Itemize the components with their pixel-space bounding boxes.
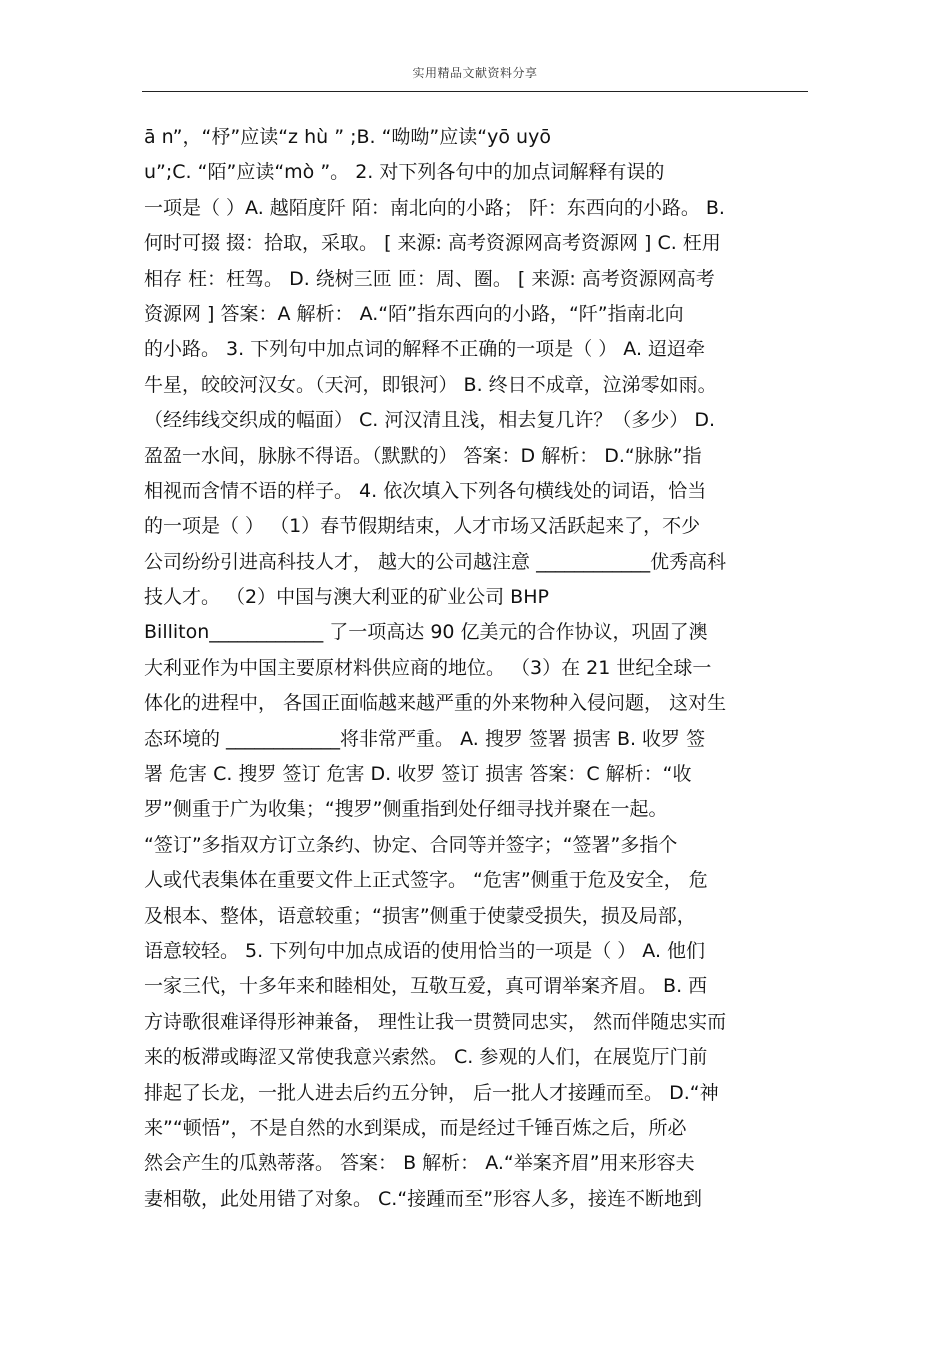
text-line: 来的板滞或晦涩又常使我意兴索然。 C. 参观的人们，在展览厅门前 [144,1046,708,1069]
text-line: 盈盈一水间，脉脉不得语。（默默的） 答案：D 解析： D.“脉脉”指 [144,444,702,467]
text-line: 何时可掇 掇：拾取，采取。 [ 来源: 高考资源网高考资源网 ] C. 枉用 [144,232,721,255]
text-line: “签订”多指双方订立条约、协定、合同等并签字；“签署”多指个 [144,833,678,856]
text-line: 及根本、整体，语意较重；“损害”侧重于使蒙受损失，损及局部， [144,904,696,927]
text-line: 语意较轻。 5. 下列句中加点成语的使用恰当的一项是（ ） A. 他们 [144,939,706,962]
text-line: 公司纷纷引进高科技人才， 越大的公司越注意 ____________优秀高科 [144,550,727,573]
text-line: 署 危害 C. 搜罗 签订 危害 D. 收罗 签订 损害 答案：C 解析：“收 [144,763,692,786]
text-line: 相视而含情不语的样子。 4. 依次填入下列各句横线处的词语，恰当 [144,479,707,502]
text-line: ā n”，“杼”应读“z hù ” ;B. “呦呦”应读“yō uyō [144,126,551,148]
text-line: u”;C. “陌”应读“mò ”。 2. 对下列各句中的加点词解释有误的 [144,161,665,184]
text-line: 然会产生的瓜熟蒂落。 答案： B 解析： A.“举案齐眉”用来形容夫 [144,1152,695,1175]
text-line: 大利亚作为中国主要原材料供应商的地位。 （3）在 21 世纪全球一 [144,656,712,679]
page-header-title: 实用精品文献资料分享 [412,66,538,80]
header-divider [142,91,808,92]
text-line: 妻相敬，此处用错了对象。 C.“接踵而至”形容人多，接连不断地到 [144,1187,703,1210]
text-line: 人或代表集体在重要文件上正式签字。 “危害”侧重于危及安全， 危 [144,869,708,892]
text-line: 罗”侧重于广为收集；“搜罗”侧重指到处仔细寻找并聚在一起。 [144,798,668,821]
text-line: 资源网 ] 答案：A 解析： A.“陌”指东西向的小路，“阡”指南北向 [144,302,684,325]
text-line: 一家三代，十多年来和睦相处，互敬互爱，真可谓举案齐眉。 B. 西 [144,975,708,998]
text-line: 牛星，皎皎河汉女。（天河，即银河） B. 终日不成章，泣涕零如雨。 [144,373,717,396]
text-line: 一项是（ ）A. 越陌度阡 陌：南北向的小路； 阡：东西向的小路。 B. [144,196,725,219]
text-line: （经纬线交织成的幅面） C. 河汉清且浅，相去复几许？（多少） D. [144,409,716,432]
text-line: 方诗歌很难译得形神兼备， 理性让我一贯赞同忠实， 然而伴随忠实而 [144,1010,727,1033]
text-line: 来”“顿悟”，不是自然的水到渠成，而是经过千锤百炼之后，所必 [144,1116,687,1139]
text-line: 的一项是（ ） （1）春节假期结束，人才市场又活跃起来了，不少 [144,515,701,538]
text-line: 相存 枉：枉驾。 D. 绕树三匝 匝：周、圈。 [ 来源: 高考资源网高考 [144,267,715,290]
document-body [144,120,814,1217]
text-line: 体化的进程中， 各国正面临越来越严重的外来物种入侵问题， 这对生 [144,692,727,715]
text-line: 的小路。 3. 下列句中加点词的解释不正确的一项是（ ） A. 迢迢牵 [144,338,706,361]
text-line: 技人才。 （2）中国与澳大利亚的矿业公司 BHP [144,586,549,609]
text-line: 排起了长龙，一批人进去后约五分钟， 后一批人才接踵而至。 D.“神 [144,1081,719,1104]
text-line: Billiton____________ 了一项高达 90 亿美元的合作协议，巩固了澳 [144,621,708,644]
text-line: 态环境的 ____________将非常严重。 A. 搜罗 签署 损害 B. 收罗 签 [144,727,706,750]
